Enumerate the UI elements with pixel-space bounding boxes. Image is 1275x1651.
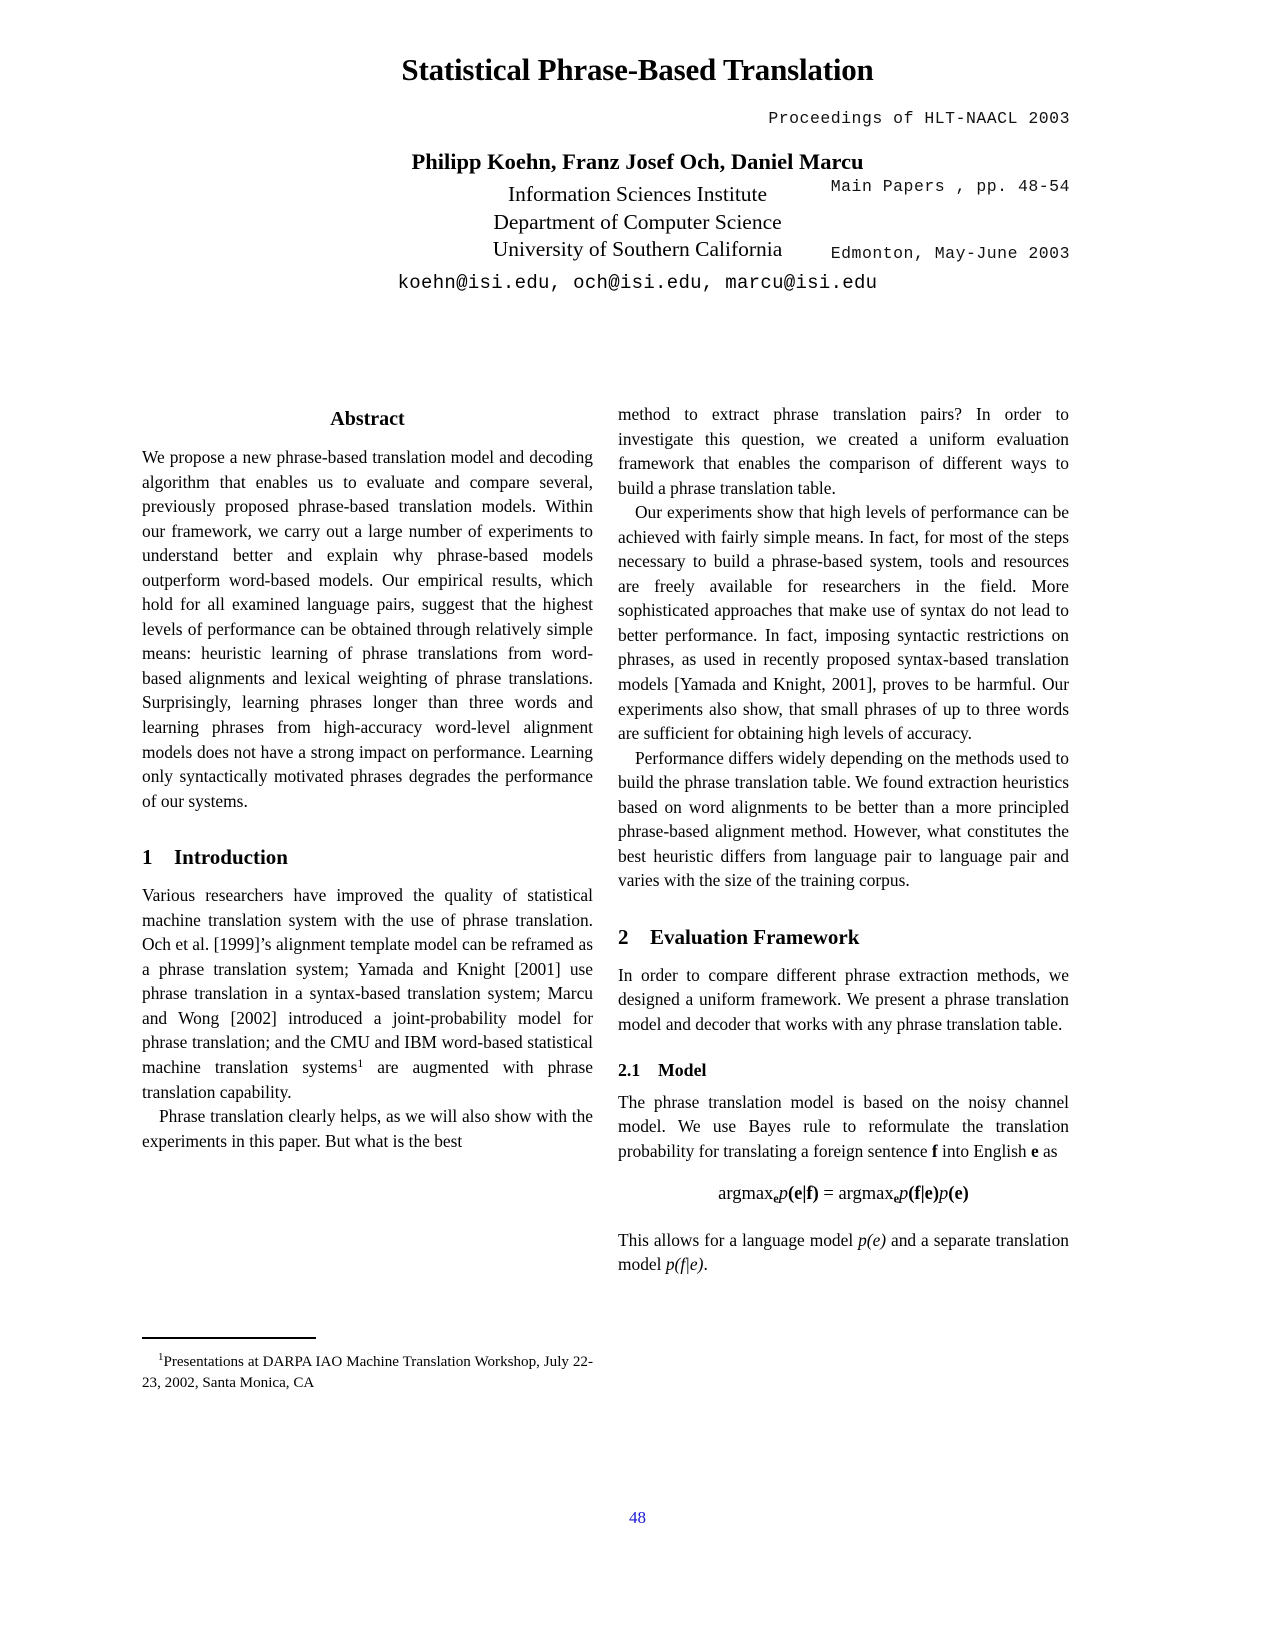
right-column <box>618 402 1069 1277</box>
intro-paragraph-2-left: Phrase translation clearly helps, as we will also show with the experiments in this paper. But what is the best <box>142 1106 593 1151</box>
footnote-marker: 1 <box>158 1350 164 1363</box>
model-paragraph-1-part3: as <box>1038 1140 1058 1161</box>
footnote-reference-1: 1 <box>357 1056 364 1071</box>
affiliation-line-1: Information Sciences Institute <box>507 182 768 206</box>
author-names: Philipp Koehn, Franz Josef Och, Daniel Marcu <box>411 149 864 174</box>
left-column <box>142 402 593 1153</box>
model-paragraph-2-part1: This allows for a language model <box>618 1229 859 1250</box>
affiliation-line-3: University of Southern California <box>492 237 783 261</box>
model-paragraph-2-part2: and a separate translation model <box>618 1229 1069 1275</box>
equation-rhs-args2: (e) <box>948 1184 969 1205</box>
page-title: Statistical Phrase-Based Translation <box>401 52 874 87</box>
subsection-heading-model <box>618 1059 1069 1081</box>
equation-lhs-p: p <box>778 1184 788 1205</box>
conference-stamp-line-2: Main Papers , pp. 48-54 <box>830 176 1070 196</box>
model-paragraph-1-part1: The phrase translation model is based on the noisy channel model. We use Bayes rule to reformulate the translation probability for translating a foreign sentence <box>618 1091 1069 1161</box>
intro-paragraph-1 <box>142 883 593 1104</box>
conference-stamp-line-3: Edmonton, May-June 2003 <box>830 244 1070 263</box>
author-block <box>0 148 1275 296</box>
section-title-1: Introduction <box>174 845 288 870</box>
model-paragraph-2 <box>618 1228 1069 1277</box>
intro-paragraph-1-part1: Various researchers have improved the quality of statistical machine translation system with the use of phrase translation. Och et al. [1999]’s alignment template model can be reframed as a phrase translation system; Yamada and Knight [2001] use phrase translation in a syntax-based translation system; Marcu and Wong [2002] introduced a joint-probability model for phrase translation; and the CMU and IBM word-based statistical machine translation systems <box>142 885 593 1078</box>
model-paragraph-2-part3: . <box>703 1254 708 1275</box>
footnote-content: Presentations at DARPA IAO Machine Translation Workshop, July 22-23, 2002, Santa Monica, CA <box>142 1353 593 1391</box>
equation-bayes-rule <box>618 1181 1069 1211</box>
abstract-heading: Abstract <box>330 408 405 430</box>
equation-rhs-args1: (f|e) <box>908 1184 940 1205</box>
footnote-block <box>142 1337 593 1394</box>
intro-paragraph-3: Our experiments show that high levels of performance can be achieved with fairly simple means. In fact, for most of the steps necessary to build a phrase-based system, tools and resources are freely available for researchers in the field. More sophisticated approaches that make use of syntax do not lead to better performance. In fact, imposing syntactic restrictions on phrases, as used in recently proposed syntax-based translation models [Yamada and Knight, 2001], proves to be harmful. Our experiments also show, that small phrases of up to three words are sufficient for obtaining high levels of accuracy. <box>618 502 1069 744</box>
author-emails: koehn@isi.edu, och@isi.edu, marcu@isi.edu <box>397 271 878 294</box>
math-variable-e: e <box>1030 1140 1039 1161</box>
section-title-2: Evaluation Framework <box>650 924 860 949</box>
subsection-number-2-1: 2.1 <box>618 1059 641 1080</box>
equation-rhs-subscript: e <box>893 1191 899 1206</box>
math-language-model: p(e) <box>858 1229 887 1250</box>
model-paragraph-1 <box>618 1090 1069 1164</box>
intro-paragraph-2-right: method to extract phrase translation pairs? In order to investigate this question, we created a uniform evaluation framework that enables the comparison of different ways to build a phrase translation table. <box>618 404 1069 498</box>
section-number-2: 2 <box>618 924 629 949</box>
section-heading-evaluation-framework <box>618 924 1069 950</box>
affiliation-line-2: Department of Computer Science <box>493 209 782 234</box>
math-translation-model: p(f|e) <box>665 1254 704 1275</box>
math-variable-f: f <box>931 1140 938 1161</box>
evaluation-framework-paragraph-1: In order to compare different phrase extraction methods, we designed a uniform framework. We present a phrase translation model and decoder that works with any phrase translation table. <box>618 964 1069 1035</box>
footnote-separator-rule <box>142 1337 316 1339</box>
section-heading-introduction <box>142 844 593 870</box>
equation-lhs-subscript: e <box>773 1191 779 1206</box>
intro-paragraph-4: Performance differs widely depending on the methods used to build the phrase translation table. We found extraction heuristics based on word alignments to be better than a more principled phrase-based alignment method. However, what constitutes the best heuristic differs from language pair to language pair and varies with the size of the training corpus. <box>618 747 1069 891</box>
equation-equals: = <box>823 1184 834 1205</box>
footnote-text <box>142 1347 593 1394</box>
body-columns <box>142 402 1133 1402</box>
conference-stamp-line-1: Proceedings of HLT-NAACL 2003 <box>768 109 1070 128</box>
page-number: 48 <box>629 1508 646 1527</box>
equation-lhs-argmax: argmax <box>718 1184 774 1205</box>
equation-rhs-p2: p <box>939 1184 949 1205</box>
equation-rhs-argmax: argmax <box>838 1184 894 1205</box>
subsection-title-model: Model <box>658 1059 707 1080</box>
equation-rhs-p1: p <box>899 1184 909 1205</box>
section-number-1: 1 <box>142 845 153 870</box>
model-paragraph-1-part2: into English <box>937 1140 1031 1161</box>
equation-lhs-args: (e|f) <box>787 1184 819 1205</box>
intro-paragraph-1-part2: are augmented with phrase translation capability. <box>142 1057 593 1102</box>
abstract-text: We propose a new phrase-based translation model and decoding algorithm that enables us to evaluate and compare several, previously proposed phrase-based translation models. Within our framework, we carry out a large number of experiments to understand better and explain why phrase-based models outperform word-based models. Our empirical results, which hold for all examined language pairs, suggest that the highest levels of performance can be obtained through relatively simple means: heuristic learning of phrase translations from word-based alignments and lexical weighting of phrase translations. Surprisingly, learning phrases longer than three words and learning phrases from high-accuracy word-level alignment models does not have a strong impact on performance. Learning only syntactically motivated phrases degrades the performance of our systems. <box>142 447 593 811</box>
